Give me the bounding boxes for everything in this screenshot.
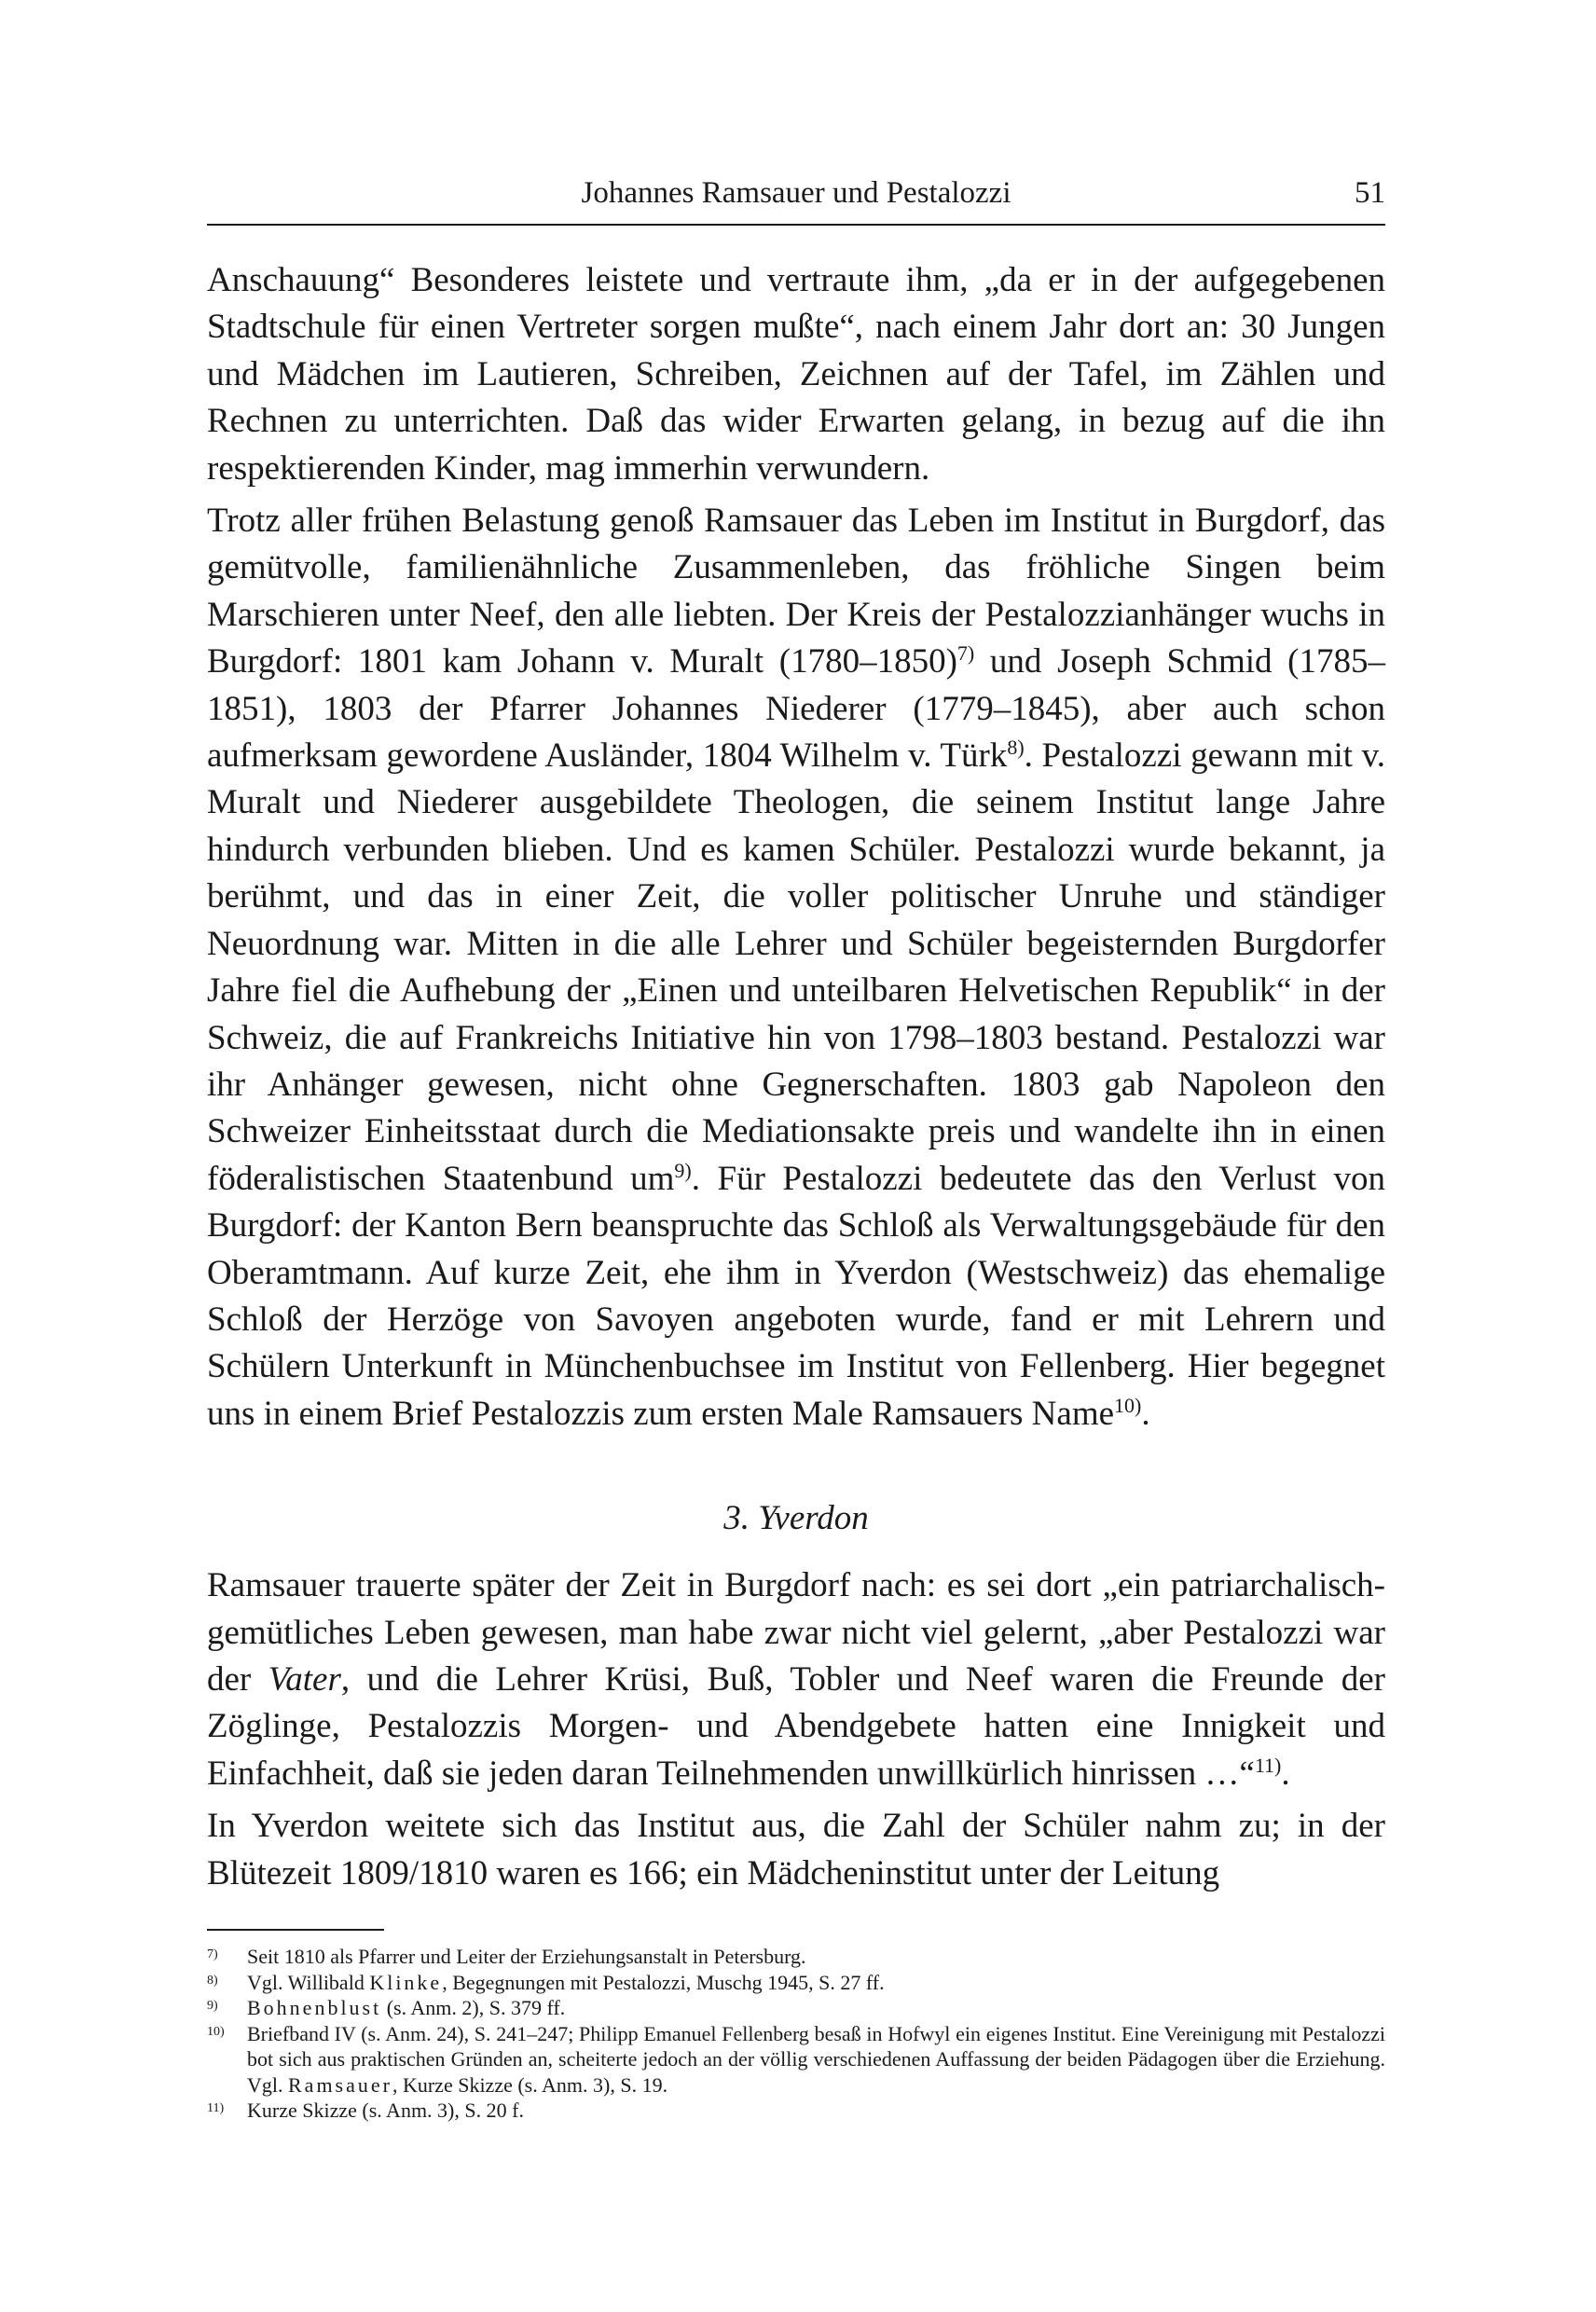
paragraph-3-text-b: , und die Lehrer Krüsi, Buß, Tobler und Neef waren die Freunde der Zöglinge, Pestalozzis Morgen- und Abendgebete hatten eine Innigkeit und Einfachheit, daß sie jeden daran Teilnehmenden unwillkürlich hinrissen …“ bbox=[207, 1659, 1385, 1793]
page-number: 51 bbox=[1355, 176, 1385, 210]
footnote-text bbox=[247, 2021, 1385, 2099]
footnote-text-part: Briefband IV (s. Anm. 24), S. 241–247; Philipp Emanuel Fellenberg besaß in Hofwyl ein eigenes Institut. Eine Vereinigung mit Pestalozzi bot sich aus praktischen Gründen an, scheiterte jedoch an der völlig verschiedenen Auffassung der beiden Pädagogen über die Erziehung. Vgl. bbox=[247, 2021, 1385, 2097]
paragraph-4: In Yverdon weitete sich das Institut aus, die Zahl der Schüler nahm zu; in der Blütezeit 1809/1810 waren es 166; ein Mädcheninstitut unter der Leitung bbox=[207, 1807, 1385, 1892]
paragraph-2 bbox=[207, 498, 1385, 1438]
running-title: Johannes Ramsauer und Pestalozzi bbox=[581, 176, 1011, 210]
footnote-11 bbox=[207, 2098, 1385, 2124]
footnote-ref-8: 8) bbox=[1007, 736, 1025, 760]
footnote-author: Ramsauer bbox=[288, 2072, 392, 2097]
footnote-author: Bohnenblust bbox=[247, 1996, 382, 2019]
footnote-mark: 8) bbox=[207, 1973, 218, 1988]
footnote-text-part: (s. Anm. 2), S. 379 ff. bbox=[381, 1996, 566, 2019]
footnote-mark: 7) bbox=[207, 1947, 218, 1961]
footnote-text-part: Vgl. Willibald bbox=[247, 1970, 370, 1994]
body-text bbox=[207, 257, 1385, 1897]
footnotes bbox=[207, 1944, 1385, 2124]
section-heading: 3. Yverdon bbox=[723, 1499, 869, 1538]
footnote-ref-10: 10) bbox=[1114, 1393, 1142, 1417]
footnote-text-part: Kurze Skizze (s. Anm. 3), S. 20 f. bbox=[247, 2099, 524, 2122]
footnote-7 bbox=[207, 1944, 1385, 1970]
footnote-ref-11: 11) bbox=[1254, 1753, 1282, 1777]
footnote-text-part: , Kurze Skizze (s. Anm. 3), S. 19. bbox=[392, 2072, 668, 2097]
paragraph-2-text-d: . Für Pestalozzi bedeutete das den Verlust von Burgdorf: der Kanton Bern beanspruchte das Schloß als Verwaltungsgebäude für den Oberamtmann. Auf kurze Zeit, ehe ihm in Yverdon (Westschweiz) das ehemalige Schloß der Herzöge von Savoyen angeboten wurde, fand er mit Lehrern und Schülern Unterkunft in Münchenbuchsee im Institut von Fellenberg. Hier begegnet uns in einem Brief Pestalozzis zum ersten Male Ramsauers Name bbox=[207, 1159, 1385, 1433]
footnote-mark: 9) bbox=[207, 1999, 218, 2013]
footnote-text bbox=[247, 2098, 1385, 2124]
footnote-mark: 10) bbox=[207, 2024, 225, 2039]
footnote-author: Klinke bbox=[369, 1970, 443, 1994]
footnote-text-part: , Begegnungen mit Pestalozzi, Muschg 1945, S. 27 ff. bbox=[442, 1970, 885, 1994]
footnote-text-part: Seit 1810 als Pfarrer und Leiter der Erziehungsanstalt in Petersburg. bbox=[247, 1945, 806, 1968]
paragraph-3 bbox=[207, 1562, 1385, 1797]
footnote-text bbox=[247, 1995, 1385, 2021]
paragraph-2-text-c: . Pestalozzi gewann mit v. Muralt und Niederer ausgebildete Theologen, die seinem Institut lange Jahre hindurch verbunden blieben. Und es kamen Schüler. Pestalozzi wurde bekannt, ja berühmt, und das in einer Zeit, die voller politischer Unruhe und ständiger Neuordnung war. Mitten in die alle Lehrer und Schüler begeisternden Burgdorfer Jahre fiel die Aufhebung der „Einen und unteilbaren Helvetischen Republik“ in der Schweiz, die auf Frankreichs Initiative hin von 1798–1803 bestand. Pestalozzi war ihr Anhänger gewesen, nicht ohne Gegnerschaften. 1803 gab Napoleon den Schweizer Einheitsstaat durch die Mediationsakte preis und wandelte ihn in einen föderalistischen Staatenbund um bbox=[207, 736, 1385, 1198]
footnote-ref-9: 9) bbox=[674, 1158, 692, 1182]
footnote-rule bbox=[207, 1929, 384, 1931]
footnote-text bbox=[247, 1944, 1385, 1970]
paragraph-3-emphasis: Vater bbox=[268, 1659, 341, 1699]
paragraph-2-text-b: und Joseph Schmid (1785–1851), 1803 der Pfarrer Johannes Niederer (1779–1845), aber auch schon aufmerksam gewordene Ausländer, 1804 Wilhelm v. Türk bbox=[207, 642, 1385, 776]
header-rule bbox=[207, 224, 1385, 226]
paragraph-2-text-a: Trotz aller frühen Belastung genoß Ramsauer das Leben im Institut in Burgdorf, das gemütvolle, familienähnliche Zusammenleben, das fröhliche Singen beim Marschieren unter Neef, den alle liebten. Der Kreis der Pestalozzianhänger wuchs in Burgdorf: 1801 kam Johann v. Muralt (1780–1850) bbox=[207, 502, 1385, 681]
footnote-9 bbox=[207, 1995, 1385, 2021]
footnote-10 bbox=[207, 2021, 1385, 2099]
paragraph-2-text-e: . bbox=[1141, 1394, 1150, 1433]
paragraph-1: Anschauung“ Besonderes leistete und vertraute ihm, „da er in der aufgegebenen Stadtschule für einen Vertreter sorgen mußte“, nach einem Jahr dort an: 30 Jungen und Mädchen im Lautieren, Schreiben, Zeichnen auf der Tafel, im Zählen und Rechnen zu unterrichten. Daß das wider Erwarten gelang, in bezug auf die ihn respektierenden Kinder, mag immerhin verwundern. bbox=[207, 261, 1385, 488]
paragraph-3-text-c: . bbox=[1281, 1754, 1290, 1793]
running-head bbox=[207, 170, 1385, 216]
footnote-mark: 11) bbox=[207, 2101, 225, 2115]
footnote-8 bbox=[207, 1970, 1385, 1996]
book-page bbox=[207, 170, 1385, 2124]
footnote-text bbox=[247, 1970, 1385, 1996]
footnote-ref-7: 7) bbox=[956, 641, 975, 666]
paragraph-3-text-a: Ramsauer trauerte später der Zeit in Burgdorf nach: es sei dort „ein patriarchalisch-gemütliches Leben gewesen, man habe zwar nicht viel gelernt, „aber Pestalozzi war der bbox=[207, 1566, 1385, 1699]
